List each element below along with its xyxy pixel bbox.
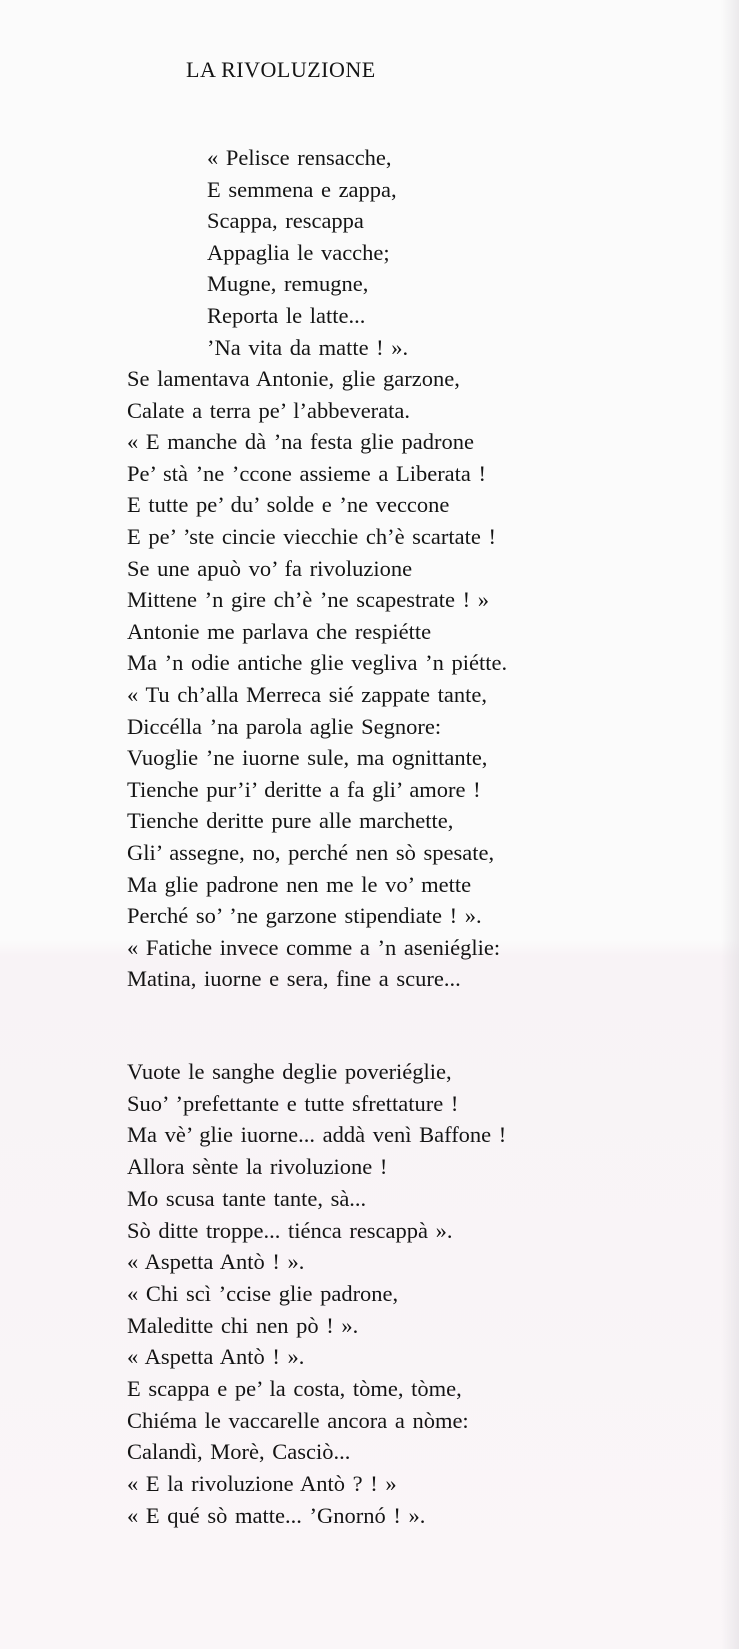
poem-line: Gli’ assegne, no, perché nen sò spesate, (127, 839, 495, 865)
poem-line: Reporta le latte... (207, 302, 366, 328)
poem-line: E semmena e zappa, (207, 176, 397, 202)
poem-line: Calate a terra pe’ l’abbeverata. (127, 397, 411, 423)
poem-line: Sò ditte troppe... tiénca rescappà ». (127, 1217, 453, 1243)
poem-line: Antonie me parlava che respiétte (127, 618, 432, 644)
poem-line: Mugne, remugne, (207, 271, 369, 297)
poem-line: Ma ’n odie antiche glie vegliva ’n piétte. (127, 650, 508, 676)
poem-line: Suo’ ’prefettante e tutte sfrettature ! (127, 1090, 459, 1116)
poem-line: Allora sènte la rivoluzione ! (127, 1154, 388, 1180)
poem-line: Tienche deritte pure alle marchette, (127, 808, 454, 834)
poem-line: Vuote le sanghe deglie poveriéglie, (127, 1059, 452, 1084)
poem-line: Diccélla ’na parola aglie Segnore: (127, 713, 442, 739)
poem-line: Appaglia le vacche; (207, 239, 390, 265)
poem-line: Perché so’ ’ne garzone stipendiate ! ». (127, 903, 482, 929)
poem-line: « Aspetta Antò ! ». (127, 1249, 305, 1275)
poem-line: « E la rivoluzione Antò ? ! » (127, 1471, 397, 1497)
poem-line: Mo scusa tante tante, sà... (127, 1185, 367, 1211)
poem-line: ’Na vita da matte ! ». (207, 334, 409, 360)
poem-line: Ma vè’ glie iuorne... addà venì Baffone ! (127, 1122, 507, 1148)
poem-line: « Pelisce rensacche, (207, 145, 392, 170)
poem-line: « Aspetta Antò ! ». (127, 1344, 305, 1370)
page-edge-shadow (721, 0, 739, 1649)
stanza-refrain (207, 142, 408, 363)
poem-line: E tutte pe’ du’ solde e ’ne veccone (127, 492, 450, 518)
stanza-second (127, 1056, 506, 1532)
poem-line: Pe’ stà ’ne ’ccone assieme a Liberata ! (127, 460, 487, 486)
poem-line: Maleditte chi nen pò ! ». (127, 1312, 359, 1338)
poem-line: « E manche dà ’na festa glie padrone (127, 429, 474, 455)
poem-line: Scappa, rescappa (207, 208, 364, 234)
poem-line: Se lamentava Antonie, glie garzone, (127, 366, 460, 391)
poem-line: Chiéma le vaccarelle ancora a nòme: (127, 1407, 469, 1433)
poem-title: LA RIVOLUZIONE (186, 57, 376, 82)
poem-line: Matina, iuorne e sera, fine a scure... (127, 966, 461, 992)
poem-line: « Chi scì ’ccise glie padrone, (127, 1280, 399, 1306)
poem-line: Calandì, Morè, Casciò... (127, 1439, 351, 1465)
poem-line: « Fatiche invece comme a ’n aseniéglie: (127, 934, 501, 960)
poem-line: « E qué sò matte... ’Gnornó ! ». (127, 1502, 426, 1528)
poem-line: Vuoglie ’ne iuorne sule, ma ognittante, (127, 745, 488, 771)
poem-line: Tienche pur’i’ deritte a fa gli’ amore ! (127, 776, 481, 802)
poem-line: E pe’ ’ste cincie viecchie ch’è scartate ! (127, 523, 496, 549)
poem-line: « Tu ch’alla Merreca sié zappate tante, (127, 681, 487, 707)
poem-line: Ma glie padrone nen me le vo’ mette (127, 871, 472, 897)
poem-line: Mittene ’n gire ch’è ’ne scapestrate ! » (127, 587, 489, 613)
poem-line: E scappa e pe’ la costa, tòme, tòme, (127, 1376, 462, 1402)
stanza-main (127, 363, 507, 995)
poem-line: Se une apuò vo’ fa rivoluzione (127, 555, 413, 581)
